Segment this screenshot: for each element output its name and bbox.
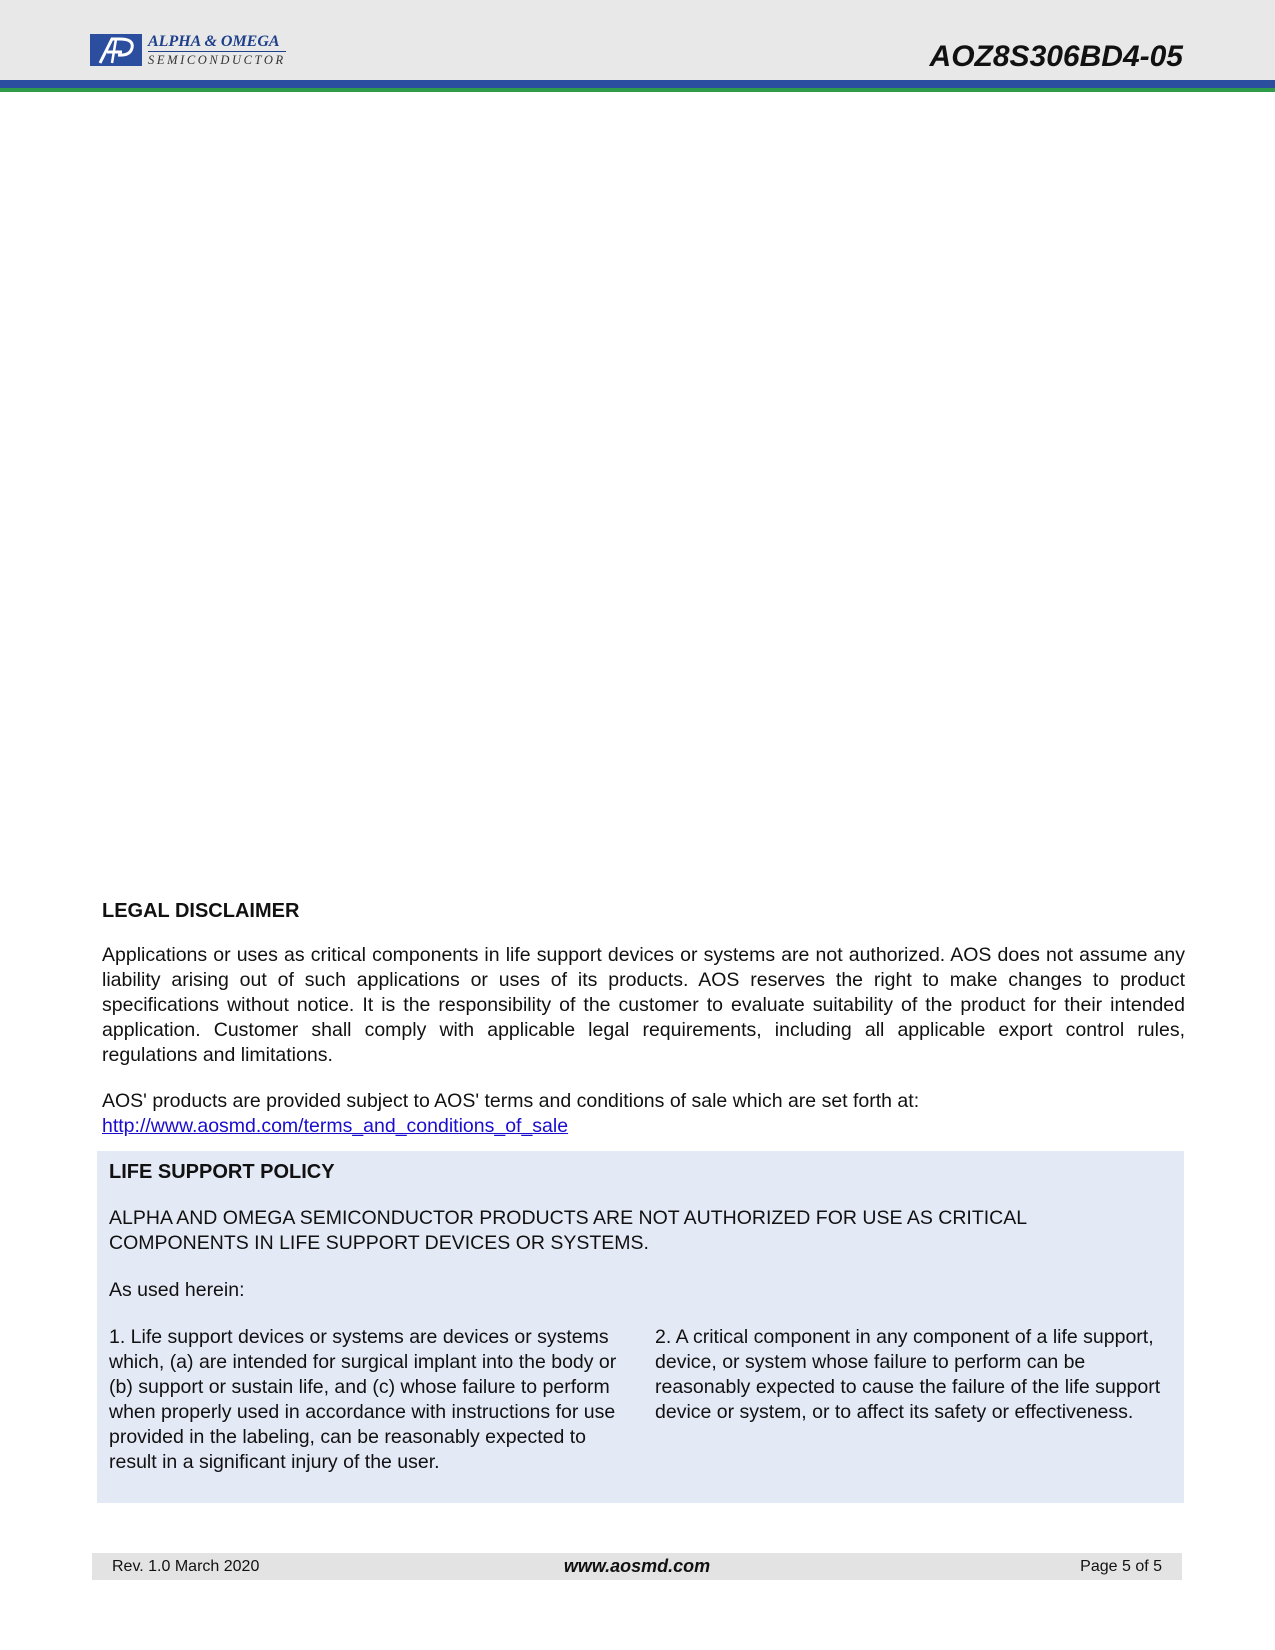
- policy-item-1: 1. Life support devices or systems are devices or systems which, (a) are intended for surgical implant into the body or (b) support or sustain life, and (c) whose failure to perform when properly used in accordance with instructions for use provided in the labeling, can be reasonably expected to result in a significant injury of the user.: [109, 1326, 617, 1473]
- revision-label: Rev. 1.0 March 2020: [112, 1558, 260, 1575]
- logo-line-1: ALPHA & OMEGA: [148, 34, 286, 52]
- header-rule-green: [0, 88, 1275, 92]
- life-support-policy-title: LIFE SUPPORT POLICY: [109, 1161, 335, 1183]
- policy-item-2: 2. A critical component in any component of a life support, device, or system whose failure to perform can be reasonably expected to cause the failure of the life support device or system, or to affect its safety or effectiveness.: [655, 1326, 1161, 1423]
- as-used-herein: As used herein:: [109, 1279, 245, 1301]
- legal-disclaimer-paragraph: Applications or uses as critical components in life support devices or systems are not authorized. AOS does not assume any liability arising out of such applications or uses of its products. AOS reserves the right to make changes to product specifications without notice. It is the responsibility of the customer to evaluate suitability of the product for their intended application. Customer shall comply with applicable legal requirements, including all applicable export control rules, regulations and limitations.: [102, 944, 1185, 1066]
- terms-link[interactable]: http://www.aosmd.com/terms_and_conditions_of_sale: [102, 1115, 569, 1137]
- page-footer: [92, 1553, 1182, 1580]
- logo-wordmark: [148, 34, 286, 67]
- terms-block: [102, 1089, 1185, 1139]
- header-rule-blue: [0, 80, 1275, 88]
- logo-line-2: SEMICONDUCTOR: [148, 53, 286, 67]
- page-number: Page 5 of 5: [1080, 1558, 1162, 1575]
- page-header: [0, 0, 1275, 80]
- terms-text: AOS' products are provided subject to AOS' terms and conditions of sale which are set forth at:: [102, 1090, 920, 1112]
- aos-logo-icon: [90, 34, 142, 66]
- legal-disclaimer-title: LEGAL DISCLAIMER: [102, 900, 300, 922]
- company-logo: [90, 34, 286, 68]
- website-link[interactable]: www.aosmd.com: [563, 1556, 711, 1576]
- policy-definitions: [109, 1325, 1169, 1475]
- life-support-statement: ALPHA AND OMEGA SEMICONDUCTOR PRODUCTS ARE NOT AUTHORIZED FOR USE AS CRITICAL COMPONENTS IN LIFE SUPPORT DEVICES OR SYSTEMS.: [109, 1207, 1027, 1254]
- part-number: AOZ8S306BD4-05: [929, 40, 1183, 73]
- life-support-policy-box: [97, 1151, 1184, 1503]
